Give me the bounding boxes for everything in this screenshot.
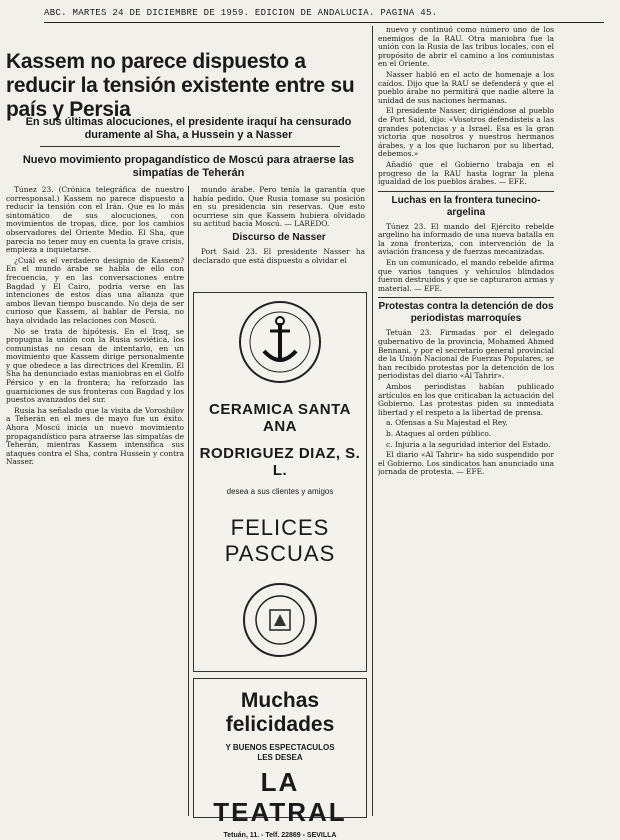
article-column-3 [378,26,554,816]
paragraph: ¿Cuál es el verdadero designio de Kassem? En el mundo árabe se habla de ello con frecuencia, y en las conversaciones entre Bagdad y El Cairo, podría verse en las intenciones de estos días una alianza que ambos llevan tiempo buscando. No deja de ser curioso que Kassem, al hablar de Persia, no haya olvidado las relaciones con Moscú. [6,255,184,325]
ad-headline: Muchas felicidades [225,689,335,736]
paragraph: a. Ofensas a Su Majestad el Rey. [386,418,508,428]
paragraph: Nasser habló en el acto de homenaje a los caídos. Dijo que la RAU se defenderá y que el pueblo árabe no permitirá que nadie altere la unidad de sus naciones hermanas. [378,69,554,105]
ad-company-subname: RODRIGUEZ DIAZ, S. L. [199,445,361,479]
paragraph: mundo árabe. Pero tenía la garantía que había pedido. Que Rusia tomase su posición en su presidencia sin reservas. Que esto ocurriese sin que Kassem hubiera olvidado su actitud hacia Moscú. — LAREDO. [193,186,365,229]
paragraph: Túnez 23. (Crónica telegráfica de nuestro corresponsal.) Kassem no parece dispuesto a reducir la tensión con el Irán. Que es lo más sintomático de sus alocuciones, con movimientos de tropas, dice, por los cambios observadores del Oriente Medio. El Sha, que parecía no tener muy en cuenta la grave crisis, empieza a inquietarse. [6,186,184,255]
section-title: Discurso de Nasser [232,231,326,243]
ad-company-name: CERAMICA SANTA ANA [209,401,351,435]
article-column-2 [193,186,365,286]
teatral-advertisement [193,678,367,839]
seal-icon [241,581,319,659]
ad-brand: LA TEATRAL [213,767,347,827]
ad-address: Tetuán, 11. - Telf. 22869 - SEVILLA [223,832,337,839]
ad-tagline: desea a sus clientes y amigos [226,487,334,496]
paragraph: Añadió que el Gobierno trabaja en el progreso de la RAU hasta lograr la plena igualdad de los pueblos árabes. — EFE. [378,159,554,187]
column-divider [372,26,373,816]
anchor-emblem-icon [237,299,323,385]
paragraph: Túnez 23. El mando del Ejército rebelde argelino ha informado de una nueva batalla en la zona fronteriza, con intervención de la aviación francesa y de fuerzas mecanizadas. [378,221,554,257]
subheadline: En sus últimas alocuciones, el presidente iraquí ha censurado duramente al Sha, a Hussein y a Nasser [25,116,352,141]
section-title: Protestas contra la detención de dos periodistas marroquíes [378,301,554,325]
paragraph: No se trata de hipótesis. En el Iraq, se propugna la unión con la Rusia soviética, los comunistas no cesan de intentarlo, en un movimiento que Kassem dirige personalmente y que obedece a las directrices del Kremlin. El Sha ha denunciado estas maniobras en el Golfo Pérsico y en la frontera; ha reforzado las guarniciones de sus fronteras con Bagdad y los puestos avanzados del sur. [6,326,184,405]
paragraph: b. Ataques al orden público. [386,428,492,438]
ceramica-advertisement [193,292,367,672]
paragraph: Rusia ha señalado que la visita de Voroshilov a Teherán en el mes de mayo fue un éxito. Ahora Moscú inicia un nuevo movimiento propagandístico para atraerse las simpatías de Teherán, mientras Kassem intensifica sus ataques contra el Sha, contra Hussein y contra Nasser. [6,405,184,467]
column-divider [188,186,189,816]
masthead: ABC. MARTES 24 DE DICIEMBRE DE 1959. EDICION DE ANDALUCIA. PAGINA 45. [44,8,604,23]
secondary-headline: Nuevo movimiento propagandístico de Moscú para atraerse las simpatías de Teherán [22,154,355,179]
paragraph: En un comunicado, el mando rebelde afirma que varios tanques y vehículos blindados fueron destruidos y que se capturaron armas y material. — EFE. [378,258,554,293]
paragraph: c. Injuria a la seguridad interior del Estado. [386,439,551,449]
article-column-1 [6,186,184,816]
paragraph: Ambos periodistas habían publicado artículos en los que criticaban la actuación del Gobierno. Las protestas piden su inmediata libertad y el respeto a la libertad de prensa. [378,382,554,417]
paragraph: nuevo y continuó como número uno de los enemigos de la RAU. Otra maniobra fue la unión con la Rusia de las tribus locales, con el propósito de abrir el camino a los comunistas en el Oriente. [378,26,554,69]
paragraph: El diario «Al Tahrir» ha sido suspendido por el Gobierno. Los sindicatos han anunciado una jornada de protesta. — EFE. [378,450,554,477]
main-headline: Kassem no parece dispuesto a reducir la tensión existente entre su país y Persia [6,50,355,121]
ad-subline: Y BUENOS ESPECTACULOS [225,743,335,752]
paragraph: El presidente Nasser, dirigiéndose al pueblo de Port Said, dijo: «Vosotros defendisteis a las grandes potencias y a Israel. Esa es la gran victoria que nosotros y nuestros hermanos árabes, y a los que lucharon por su libertad, debemos.» [378,106,554,159]
ad-greeting-2: PASCUAS [224,541,336,566]
ad-greeting-1: FELICES [230,515,330,540]
paragraph: Port Said 23. El presidente Nasser ha declarado que está dispuesto a olvidar el [193,246,365,265]
ad-subline-2: LES DESEA [257,753,303,762]
divider [40,146,340,147]
paragraph: Tetuán 23. Firmadas por el delegado gubernativo de la provincia, Mohamed Ahmed Bennani, y por el secretario general provincial de la Unión Nacional de Fuerzas Populares, se han recibido protestas por la detención de los periodistas del diario «Al Tahrir». [378,328,554,381]
section-title: Luchas en la frontera tunecino-argelina [391,194,541,218]
